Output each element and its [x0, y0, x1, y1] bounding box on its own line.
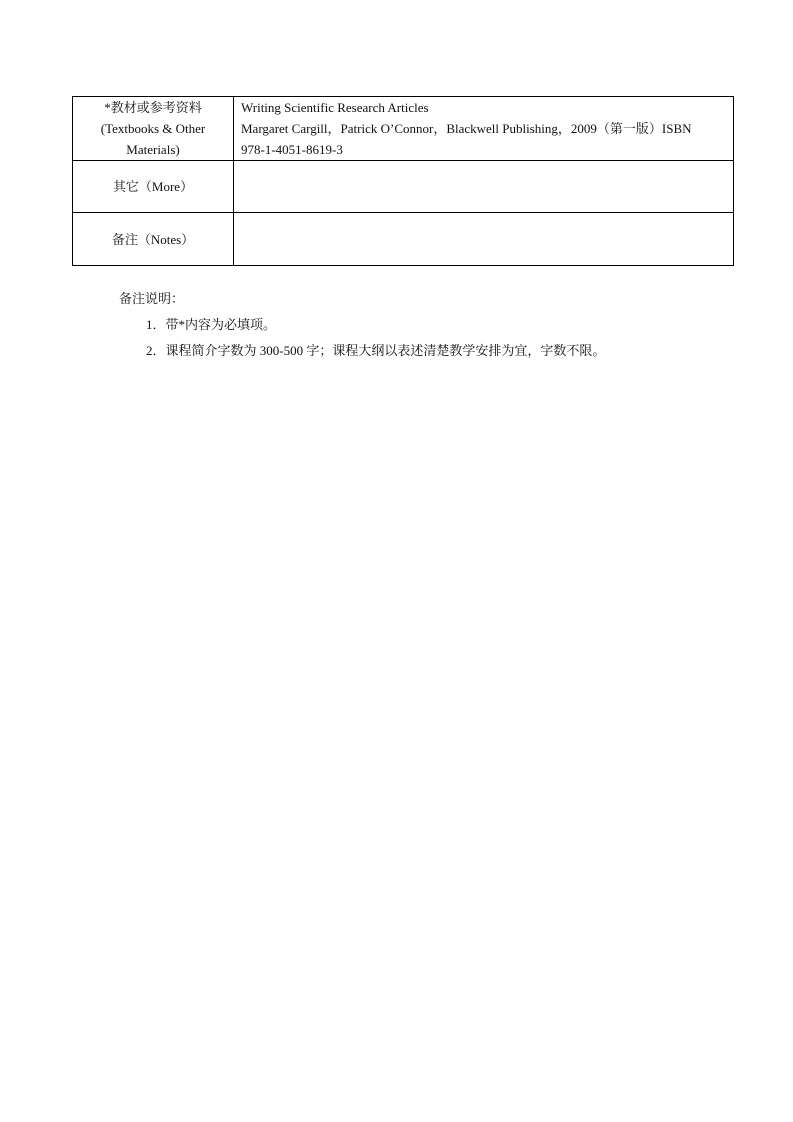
- textbook-authors-publisher: Margaret Cargill，Patrick O’Connor，Blackwell Publishing，2009（第一版）ISBN: [241, 121, 692, 136]
- textbooks-label-cell: [73, 97, 234, 161]
- textbooks-label-line-3: Materials): [126, 142, 180, 157]
- more-value-cell: [234, 161, 734, 213]
- notes-label: 备注（Notes）: [111, 231, 195, 247]
- remarks-section: [119, 286, 605, 364]
- remarks-title: 备注说明：: [119, 291, 185, 306]
- more-label: 其它（More）: [112, 179, 194, 194]
- textbooks-value-cell: [234, 97, 734, 161]
- textbook-title: Writing Scientific Research Articles: [241, 100, 429, 115]
- textbook-isbn: 978-1-4051-8619-3: [241, 142, 343, 157]
- table-row-textbooks: [73, 97, 734, 161]
- textbooks-label-line-2: (Textbooks & Other: [100, 121, 206, 136]
- remarks-item-1: 1．带*内容为必填项。: [146, 317, 277, 332]
- notes-label-cell: [73, 213, 234, 266]
- textbooks-label-line-1: *教材或参考资料: [104, 100, 202, 115]
- table-row-notes: [73, 213, 734, 266]
- table-row-more: [73, 161, 734, 213]
- course-info-table: [72, 96, 734, 266]
- more-label-cell: [73, 161, 234, 213]
- notes-value-cell: [234, 213, 734, 266]
- remarks-item-2: 2．课程简介字数为 300-500 字；课程大纲以表述清楚教学安排为宜，字数不限。: [146, 343, 606, 358]
